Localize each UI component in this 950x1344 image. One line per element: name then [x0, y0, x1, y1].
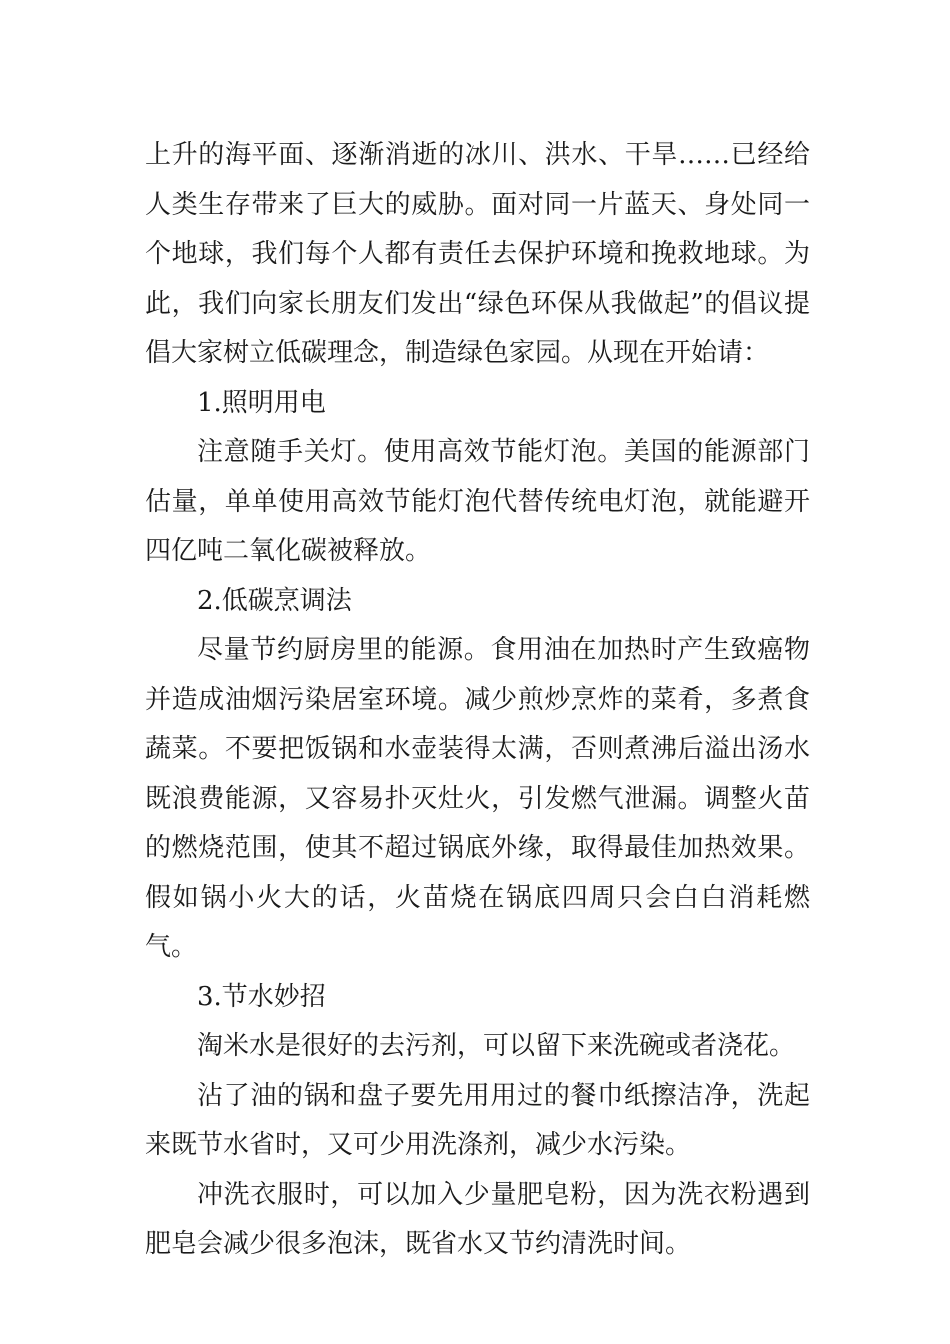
intro-paragraph: 上升的海平面、逐渐消逝的冰川、洪水、干旱……已经给人类生存带来了巨大的威胁。面对同一片蓝天、身处同一个地球，我们每个人都有责任去保护环境和挽救地球。为此，我们向家长朋友们发出“绿色环保从我做起”的倡议提倡大家树立低碳理念，制造绿色家园。从现在开始请：	[145, 140, 810, 368]
section-heading-cooking: 2.低碳烹调法	[197, 585, 352, 616]
water-paragraph-rice: 淘米水是很好的去污剂，可以留下来洗碗或者浇花。	[197, 1031, 796, 1061]
cooking-paragraph: 尽量节约厨房里的能源。食用油在加热时产生致癌物并造成油烟污染居室环境。减少煎炒烹炸的菜肴，多煮食蔬菜。不要把饭锅和水壶装得太满，否则煮沸后溢出汤水既浪费能源，又容易扑灭灶火，引发燃气泄漏。调整火苗的燃烧范围，使其不超过锅底外缘，取得最佳加热效果。假如锅小火大的话，火苗烧在锅底四周只会白白消耗燃气。	[145, 635, 810, 962]
section-heading-water: 3.节水妙招	[197, 981, 326, 1012]
section-heading-lighting: 1.照明用电	[197, 387, 326, 418]
water-paragraph-dishes: 沾了油的锅和盘子要先用用过的餐巾纸擦洁净，洗起来既节水省时，又可少用洗涤剂，减少水污染。	[145, 1080, 810, 1160]
lighting-paragraph: 注意随手关灯。使用高效节能灯泡。美国的能源部门估量，单单使用高效节能灯泡代替传统电灯泡，就能避开四亿吨二氧化碳被释放。	[145, 437, 810, 566]
document-page	[145, 131, 810, 1270]
water-paragraph-laundry: 冲洗衣服时，可以加入少量肥皂粉，因为洗衣粉遇到肥皂会减少很多泡沫，既省水又节约清洗时间。	[145, 1179, 810, 1259]
